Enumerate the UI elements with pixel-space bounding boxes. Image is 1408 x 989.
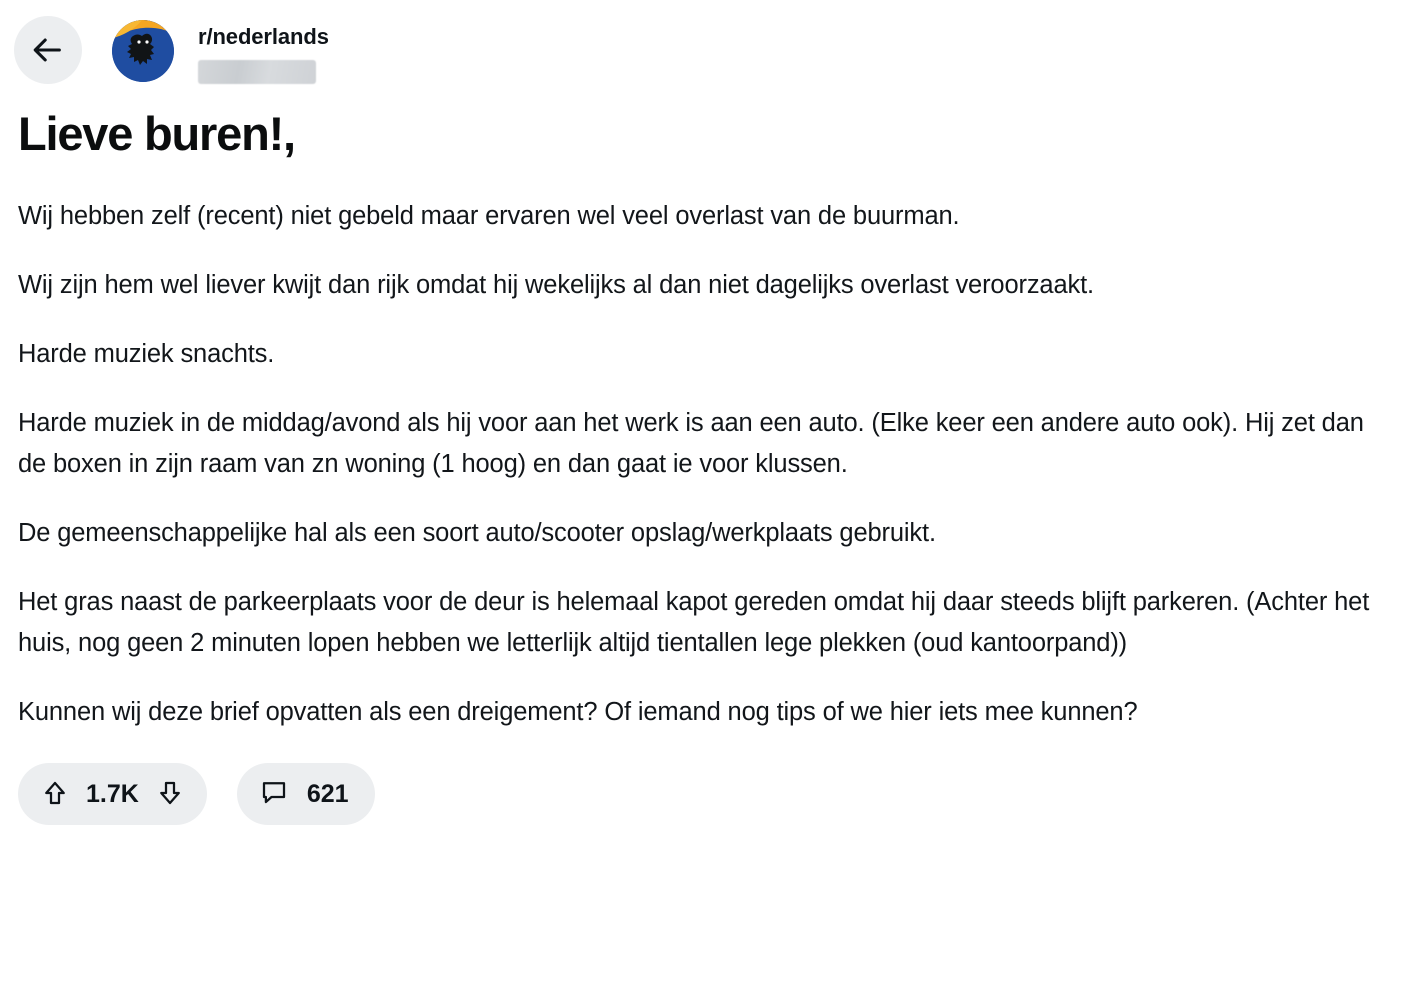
redacted-username — [198, 60, 316, 84]
post-header — [14, 0, 1394, 84]
page-title: Lieve buren!, — [18, 107, 295, 160]
comment-button[interactable] — [237, 763, 375, 825]
subreddit-block[interactable] — [112, 16, 329, 84]
post-paragraph: Het gras naast de parkeerplaats voor de deur is helemaal kapot gereden omdat hij daar steeds blijft parkeren. (Achter het huis, nog geen 2 minuten lopen hebben we letterlijk altijd tientallen lege plekken (oud kantoorpand)) — [18, 588, 1370, 657]
comment-count: 621 — [306, 779, 349, 808]
subreddit-name[interactable]: r/nederlands — [198, 24, 329, 49]
post-paragraph: Wij zijn hem wel liever kwijt dan rijk omdat hij wekelijks al dan niet dagelijks overlast veroorzaakt. — [18, 271, 1094, 299]
vote-pill — [18, 763, 207, 825]
post-paragraph: De gemeenschappelijke hal als een soort auto/scooter opslag/werkplaats gebruikt. — [18, 519, 936, 547]
comment-bubble-icon — [259, 777, 289, 812]
post-paragraph: Wij hebben zelf (recent) niet gebeld maar ervaren wel veel overlast van de buurman. — [18, 202, 960, 230]
downvote-arrow-icon — [155, 778, 185, 811]
upvote-button[interactable] — [38, 777, 72, 811]
post-action-bar — [18, 763, 1394, 825]
post-body — [18, 196, 1394, 733]
upvote-arrow-icon — [40, 778, 70, 811]
post-paragraph: Harde muziek snachts. — [18, 340, 275, 368]
vote-count: 1.7K — [86, 779, 139, 808]
arrow-left-icon — [31, 33, 65, 67]
back-button[interactable] — [14, 16, 82, 84]
lion-crest-avatar-icon — [112, 20, 174, 82]
post-paragraph: Kunnen wij deze brief opvatten als een dreigement? Of iemand nog tips of we hier iets mee kunnen? — [18, 698, 1138, 726]
subreddit-text — [198, 20, 329, 84]
post-paragraph: Harde muziek in de middag/avond als hij voor aan het werk is aan een auto. (Elke keer een andere auto ook). Hij zet dan de boxen in zijn raam van zn woning (1 hoog) en dan gaat ie voor klussen. — [18, 409, 1364, 478]
downvote-button[interactable] — [153, 777, 187, 811]
avatar[interactable] — [112, 20, 174, 82]
